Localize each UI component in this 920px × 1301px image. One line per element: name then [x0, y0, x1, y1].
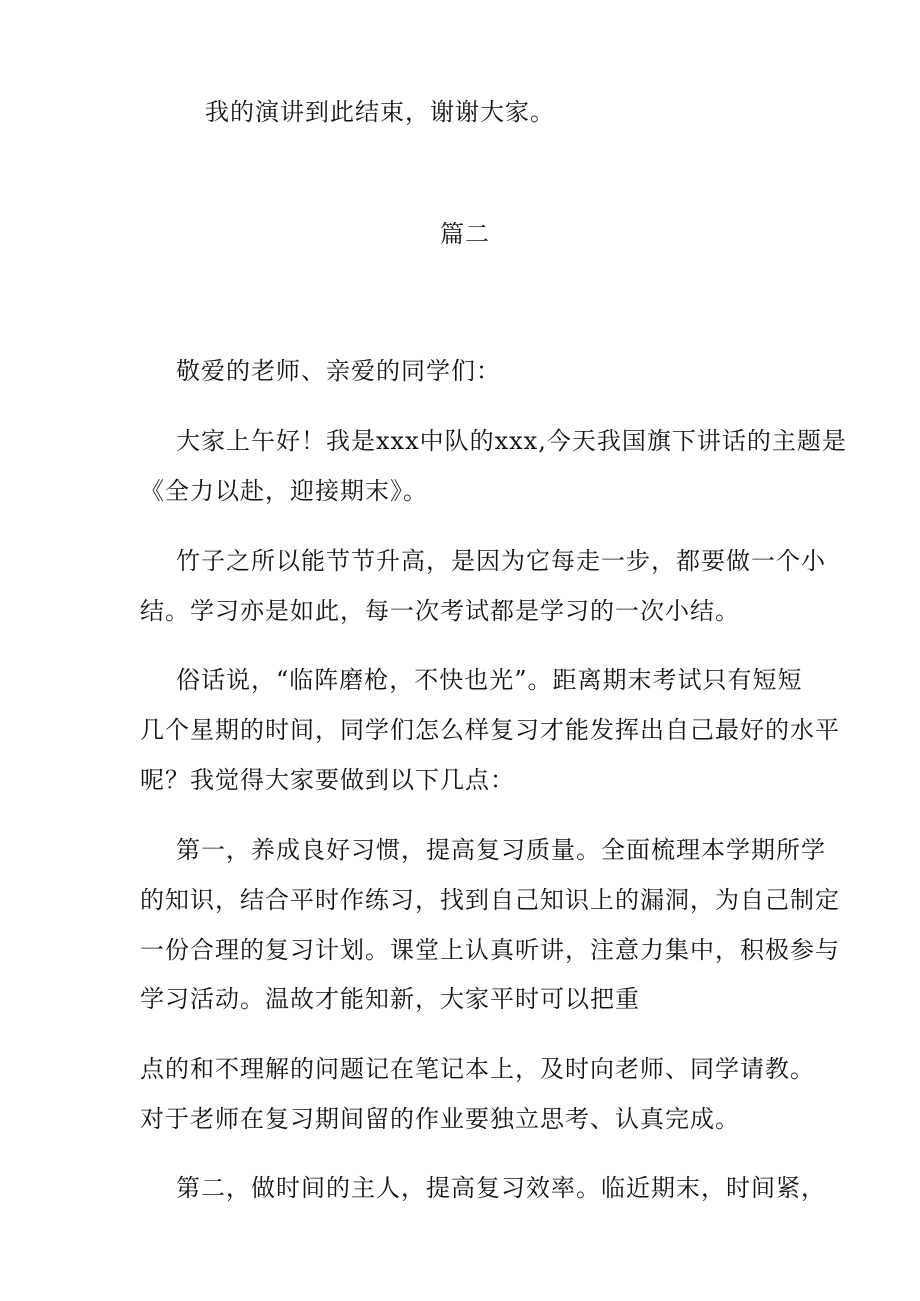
- paragraph-4-line-3: 一份合理的复习计划。课堂上认真听讲，注意力集中，积极参与: [140, 936, 840, 964]
- paragraph-3-line-3: 呢？我觉得大家要做到以下几点：: [140, 766, 515, 794]
- paragraph-5-line-2: 对于老师在复习期间留的作业要独立思考、认真完成。: [140, 1105, 740, 1133]
- paragraph-5-line-1: 点的和不理解的问题记在笔记本上，及时向老师、同学请教。: [140, 1055, 815, 1083]
- section-title: 篇二: [440, 220, 490, 248]
- paragraph-4-line-1: 第一，养成良好习惯，提高复习质量。全面梳理本学期所学: [176, 836, 826, 864]
- paragraph-2-line-2: 结。学习亦是如此，每一次考试都是学习的一次小结。: [140, 597, 740, 625]
- paragraph-2-line-1: 竹子之所以能节节升高，是因为它每走一步，都要做一个小: [176, 547, 826, 575]
- salutation: 敬爱的老师、亲爱的同学们：: [176, 357, 501, 385]
- paragraph-6-line-1: 第二，做时间的主人，提高复习效率。临近期末，时间紧，: [176, 1174, 826, 1202]
- paragraph-4-line-2: 的知识，结合平时作练习，找到自己知识上的漏洞，为自己制定: [140, 886, 840, 914]
- closing-line: 我的演讲到此结束，谢谢大家。: [205, 98, 555, 126]
- paragraph-1-line-2: 《全力以赴，迎接期末》。: [140, 477, 428, 505]
- paragraph-3-line-2: 几个星期的时间，同学们怎么样复习才能发挥出自己最好的水平: [140, 716, 840, 744]
- paragraph-4-line-4: 学习活动。温故才能知新，大家平时可以把重: [140, 985, 640, 1013]
- paragraph-1-line-1: 大家上午好！我是xxx中队的xxx,今天我国旗下讲话的主题是: [176, 427, 847, 455]
- paragraph-3-line-1: 俗话说，“临阵磨枪，不快也光”。距离期末考试只有短短: [176, 666, 803, 694]
